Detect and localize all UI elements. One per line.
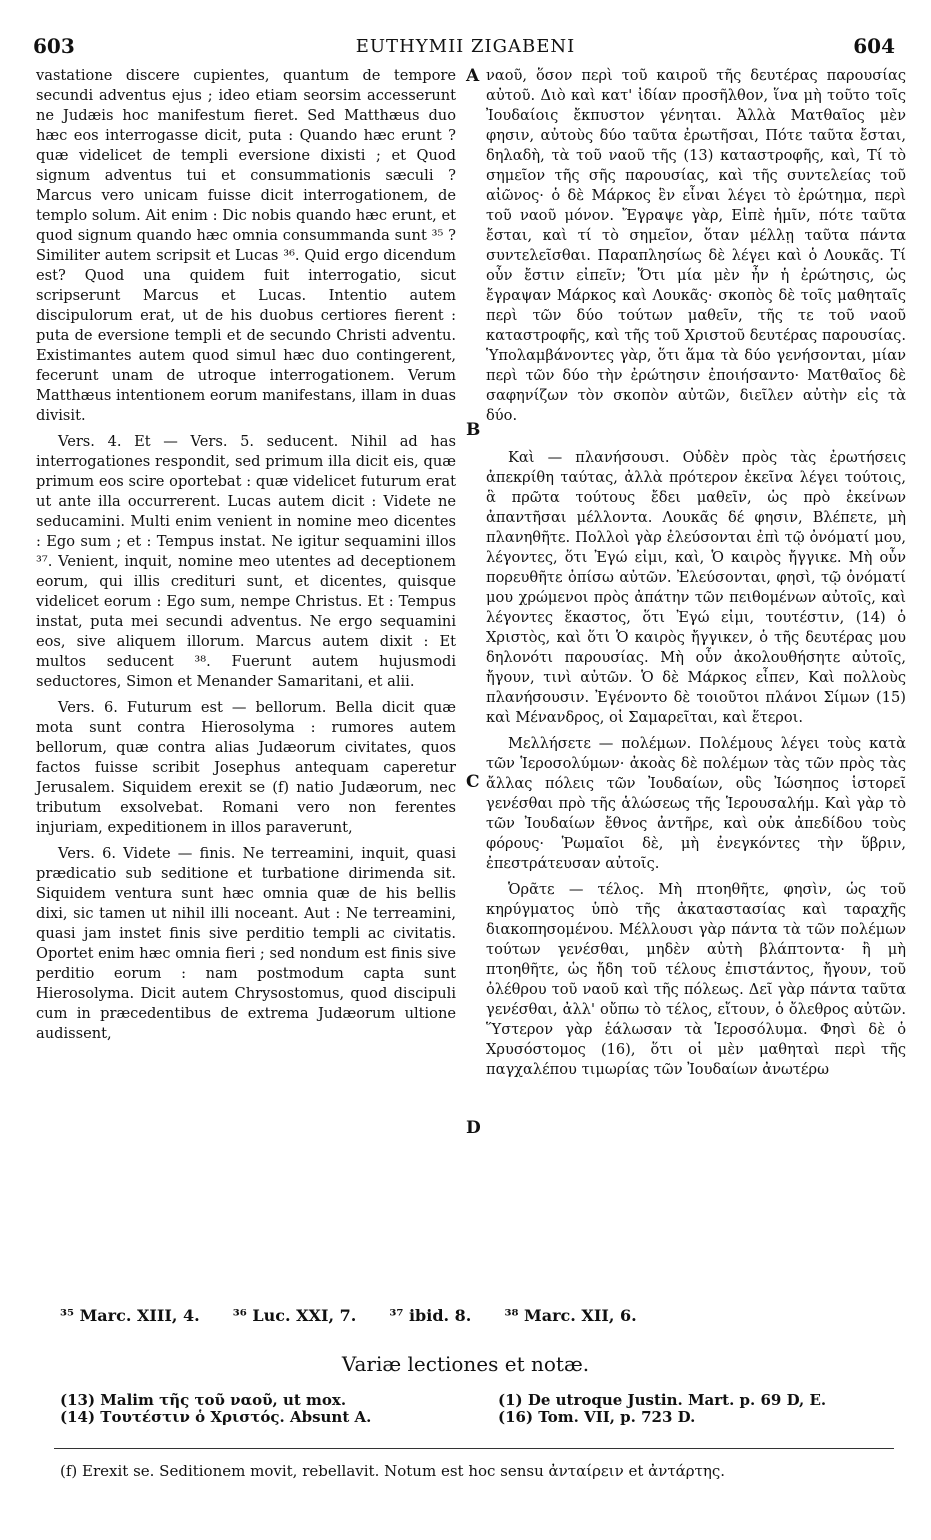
page-number-right: 604 [853, 34, 895, 58]
notes-right [498, 1392, 826, 1426]
margin-letter-a: A [466, 66, 480, 86]
latin-paragraph: Vers. 6. Futurum est — bellorum. Bella dicit quæ mota sunt contra Hierosolyma : rumores autem bellorum, quæ contra alias Judæorum civitates, quos factos fuisse scribit Josephus antequam caperetur Jerusalem. Siquidem erexit se (f) natio Judæorum, nec tributum exsolvebat. Romani vero non ferentes injuriam, expeditionem in illos paraverunt, [36, 699, 456, 836]
note: (13) Malim τῆς τοῦ ναοῦ, ut mox. [60, 1391, 347, 1409]
greek-paragraph: ναοῦ, ὅσον περὶ τοῦ καιροῦ τῆς δευτέρας παρουσίας αὐτοῦ. Διὸ καὶ κατ' ἰδίαν προσῆλθον, ἵνα μὴ τοῦτο τοῖς Ἰουδαίοις ἔκπυστον γένηται. Ἀλλὰ Ματθαῖος μὲν φησιν, αὐτοὺς δύο ταῦτα ἐρωτῆσαι, Πότε ταῦτα ἔσται, δηλαδὴ, τὰ τοῦ ναοῦ τῆς (13) καταστροφῆς, καὶ, Τί τὸ σημεῖον τῆς σῆς παρουσίας, καὶ τῆς συντελείας τοῦ αἰῶνος· ὁ δὲ Μάρκος ἓν εἶναι λέγει τὸ ἐρώτημα, περὶ τοῦ ναοῦ μόνον. Ἔγραψε γὰρ, Εἰπὲ ἡμῖν, πότε ταῦτα ἔσται, καὶ τί τὸ σημεῖον, ὅταν μέλλῃ ταῦτα πάντα συντελεῖσθαι. Παραπλησίως δὲ λέγει καὶ ὁ Λουκᾶς. Τί οὖν ἔστιν εἰπεῖν; Ὅτι μία μὲν ἦν ἡ ἐρώτησις, ὡς ἔγραψαν Μάρκος καὶ Λουκᾶς· σκοπὸς δὲ τοῖς μαθηταῖς περὶ τῶν δύο τούτων μαθεῖν, τῆς τε τοῦ ναοῦ καταστροφῆς, καὶ τῆς τοῦ Χριστοῦ δευτέρας παρουσίας. Ὑπολαμβάνοντες γὰρ, ὅτι ἅμα τὰ δύο γενήσονται, μίαν περὶ τῶν δύο τὴν ἐρώτησιν ἐποιήσαντο· Ματθαῖος δὲ σαφηνίζων τὸν σκοπὸν αὐτῶν, διεῖλεν αὐτὴν εἰς τὰ δύο. [486, 67, 906, 424]
variae-title: Variæ lectiones et notæ. [341, 1352, 590, 1376]
footnote: ³⁷ ibid. 8. [389, 1306, 472, 1325]
greek-column [486, 66, 906, 1080]
latin-paragraph: Vers. 6. Videte — finis. Ne terreamini, inquit, quasi prædicatio sub seditione et turbatione dirimenda sit. Siquidem ventura sunt hæc omnia quæ de his bellis dixi, sic tamen ut nihil illi noceant. Aut : Ne terreamini, quasi jam instet finis sive perditio templi ac civitatis. Oportet enim hæc omnia fieri ; sed nondum est finis sive perditio eorum : nam postmodum capta sunt Hierosolyma. Dicit autem Chrysostomus, quod discipuli cum in præcedentibus de extrema Judæorum ultione audissent, [36, 845, 456, 1042]
note: (1) De utroque Justin. Mart. p. 69 D, E. [498, 1391, 827, 1409]
note: (14) Τουτέστιν ὁ Χριστός. Absunt A. [60, 1408, 372, 1426]
page-header [0, 34, 931, 58]
margin-letter-c: C [466, 772, 480, 792]
greek-paragraph: Μελλήσετε — πολέμων. Πολέμους λέγει τοὺς κατὰ τῶν Ἱεροσολύμων· ἀκοὰς δὲ πολέμων τὰς τῶν πρὸς τὰς ἄλλας πόλεις τῶν Ἰουδαίων, οὓς Ἰώσηπος ἱστορεῖ γενέσθαι πρὸ τῆς ἁλώσεως τῆς Ἱερουσαλήμ. Καὶ γὰρ τὸ τῶν Ἰουδαίων ἔθνος ἀντῆρε, καὶ οὐκ ἀπεδίδου τοὺς φόρους· Ῥωμαῖοι δὲ, μὴ ἐνεγκόντες τὴν ὕβριν, ἐπεστράτευσαν αὐτοῖς. [486, 735, 906, 872]
note: (16) Tom. VII, p. 723 D. [498, 1408, 696, 1426]
footnote: ³⁶ Luc. XXI, 7. [232, 1306, 357, 1325]
latin-paragraph: Vers. 4. Et — Vers. 5. seducent. Nihil ad has interrogationes respondit, sed primum illa dicit eis, quæ primum eos scire oportebat : quæ videlicet futurum erat ut ante illa occurrerent. Lucas autem dicit : Videte ne seducamini. Multi enim venient in nomine meo dicentes : Ego sum ; et : Tempus instat. Ne igitur sequamini illos ³⁷. Venient, inquit, nomine meo utentes ad deceptionem eorum, qui illis crediturі sunt, et dicentes, quisque videlicet eorum : Ego sum, nempe Christus. Et : Tempus instat, puta mei secundi adventus. Ne ergo sequamini eos, sive aliquem illorum. Marcus autem dixit : Et multos seducent ³⁸. Fuerunt autem hujusmodi seductores, Simon et Menander Samaritani, et alii. [36, 433, 456, 690]
margin-letter-b: B [466, 420, 481, 440]
final-note: (f) Erexit se. Seditionem movit, rebellavit. Notum est hoc sensu ἀνταίρειν et ἀντάρτης. [60, 1462, 726, 1480]
notes-left [60, 1392, 371, 1426]
latin-paragraph: vastatione discere cupientes, quantum de tempore secundi adventus ejus ; ideo etiam seorsim accesserunt ne Judæis hoc manifestum fieret. Sed Matthæus duo hæc eos interrogasse dicit, puta : Quando hæc erunt ? quæ videlicet de templi eversione dixisti ; et Quod signum adventus tui et consummationis sæculi ? Marcus vero unicam fuisse dicit interrogationem, de templo solum. Ait enim : Dic nobis quando hæc erunt, et quod signum quando hæc omnia consummanda sunt ³⁵ ? Similiter autem scripsit et Lucas ³⁶. Quid ergo dicendum est? Quod una quidem fuit interrogatio, sicut scripserunt Marcus et Lucas. Intentio autem discipulorum erat, ut de his duobus certiores fierent : puta de eversione templi et de secundo Christi adventu. Existimantes autem quod simul hæc duo contingerent, fecerunt unam de utroque interrogationem. Verum Matthæus intentionem eorum manifestans, illam in duas divisit. [36, 67, 456, 424]
latin-column [36, 66, 456, 1044]
running-title: EUTHYMII ZIGABENI [355, 36, 576, 57]
divider [54, 1448, 894, 1449]
footnote: ³⁵ Marc. XIII, 4. [60, 1306, 200, 1325]
page-number-left: 603 [33, 34, 75, 58]
greek-paragraph: Καὶ — πλανήσουσι. Οὐδὲν πρὸς τὰς ἐρωτήσεις ἀπεκρίθη ταύτας, ἀλλὰ πρότερον ἐκεῖνα λέγει τούτοις, ἃ πρῶτα τούτους ἔδει μαθεῖν, ὡς πρὸ ἐκείνων ἀπαντῆσαι μέλλοντα. Λουκᾶς δέ φησιν, Βλέπετε, μὴ πλανηθῆτε. Πολλοὶ γὰρ ἐλεύσονται ἐπὶ τῷ ὀνόματί μου, λέγοντες, ὅτι Ἐγώ εἰμι, καὶ, Ὁ καιρὸς ἤγγικε. Μὴ οὖν πορευθῆτε ὀπίσω αὐτῶν. Ἐλεύσονται, φησὶ, τῷ ὀνόματί μου χρώμενοι πρὸς ἀπάτην τῶν πειθομένων αὐτοῖς, καὶ λέγοντες ἕκαστος, ὅτι Ἐγώ εἰμι, τουτέστιν, (14) ὁ Χριστὸς, καὶ ὅτι Ὁ καιρὸς ἤγγικεν, ὁ τῆς δευτέρας μου δηλονότι παρουσίας. Μὴ οὖν ἀκολουθήσητε αὐτοῖς, ἤγουν, τινὶ αὐτῶν. Ὁ δὲ Μάρκος εἶπεν, Καὶ πολλοὺς πλανήσουσιν. Ἐγένοντο δὲ τοιοῦτοι πλάνοι Σίμων (15) καὶ Μένανδρος, οἱ Σαμαρεῖται, καὶ ἕτεροι. [486, 449, 906, 726]
greek-paragraph: Ὁρᾶτε — τέλος. Μὴ πτοηθῆτε, φησὶν, ὡς τοῦ κηρύγματος ὑπὸ τῆς ἀκαταστασίας καὶ ταραχῆς διακοπησομένου. Μέλλουσι γὰρ πάντα τὰ τῶν πολέμων τούτων γενέσθαι, μηδὲν αὐτὴ βλάπτοντα· ἢ μὴ πτοηθῆτε, ὡς ἤδη τοῦ τέλους ἐπιστάντος, ἤγουν, τοῦ ὀλέθρου τοῦ ναοῦ καὶ τῆς πόλεως. Δεῖ γὰρ πάντα ταῦτα γενέσθαι, ἀλλ' οὔπω τὸ τέλος, εἴτουν, ὁ ὄλεθρος αὐτῶν. Ὕστερον γὰρ ἑάλωσαν τὰ Ἱεροσόλυμα. Φησὶ δὲ ὁ Χρυσόστομος (16), ὅτι οἱ μὲν μαθηταὶ περὶ τῆς παγχαλέπου τιμωρίας τῶν Ἰουδαίων ἀνωτέρω [486, 881, 906, 1078]
footnote: ³⁸ Marc. XII, 6. [504, 1306, 637, 1325]
margin-letter-d: D [466, 1118, 481, 1138]
footnotes [60, 1306, 890, 1325]
